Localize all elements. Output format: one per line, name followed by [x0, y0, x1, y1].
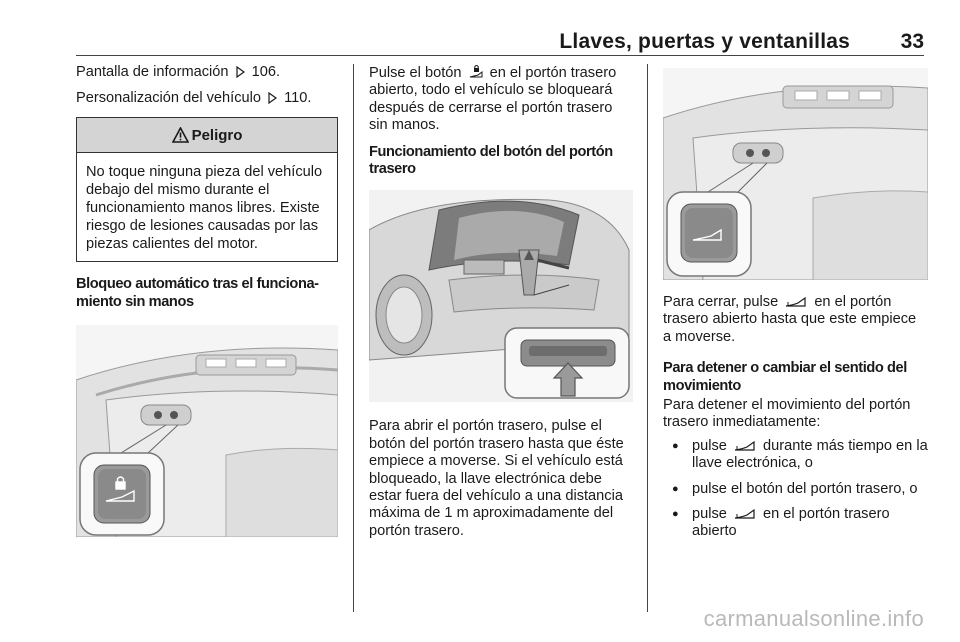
- tailgate-icon: [734, 440, 756, 452]
- warning-header: Peligro: [77, 118, 337, 153]
- page-reference-arrow-icon: [236, 66, 245, 78]
- watermark: carmanualsonline.info: [703, 606, 924, 631]
- cross-reference-2: Personalización del vehículo 110.: [76, 90, 312, 107]
- header-rule: [76, 55, 924, 56]
- column-2: [369, 64, 633, 549]
- figure-tailgate-open-button: [369, 190, 633, 402]
- column-divider-2: [647, 64, 648, 612]
- page-number: 33: [900, 30, 924, 53]
- section-heading-stop-change: Para detener o cambiar el sentido del movimiento: [663, 360, 907, 394]
- figure-tailgate-lock-button: [76, 325, 338, 537]
- page-reference-arrow-icon: [268, 92, 277, 104]
- figure-tailgate-close-button: [663, 68, 928, 280]
- rear-vehicle-illustration: [369, 190, 633, 402]
- paragraph-open-tailgate: Para abrir el portón trasero, pulse el botón del portón trasero hasta que éste empiece a moverse. Si el vehículo está bloqueado, la llave electrónica debe estar fuera del vehículo a una distancia máxima de 1 m aproximadamente del portón trasero.: [369, 418, 624, 539]
- stop-options-list: [663, 438, 928, 541]
- tailgate-icon: [734, 508, 756, 520]
- column-divider-1: [353, 64, 354, 612]
- paragraph-close-tailgate: Para cerrar, pulse en el portón trasero abierto hasta que este empiece a moverse.: [663, 294, 917, 345]
- section-heading-tailgate-button: Funcionamiento del botón del portón trasero: [369, 143, 613, 178]
- column-1: [76, 64, 338, 537]
- section-heading-auto-lock: Bloqueo automático tras el funciona-miento sin manos: [76, 276, 319, 310]
- tailgate-icon: [785, 296, 807, 308]
- paragraph-lock-button: Pulse el botón en el portón trasero abierto, todo el vehículo se bloqueará después de cerrarse el portón trasero sin manos.: [369, 65, 617, 134]
- warning-triangle-icon: [172, 127, 189, 143]
- list-item: ● pulse en el portón trasero abierto: [663, 506, 928, 541]
- list-item: ● pulse durante más tiempo en la llave electrónica, o: [663, 438, 928, 473]
- tailgate-illustration: [76, 325, 338, 537]
- tailgate-close-illustration: [663, 68, 928, 280]
- warning-text: No toque ninguna pieza del vehículo debajo del mismo durante el funcionamiento manos libres. Existe riesgo de lesiones causadas por las piezas calientes del motor.: [86, 164, 323, 253]
- paragraph-stop-movement: Para detener el movimiento del portón trasero inmediatamente:: [663, 397, 911, 431]
- lock-tailgate-icon: [469, 64, 483, 79]
- warning-box: [76, 117, 338, 262]
- list-item: ● pulse el botón del portón trasero, o: [663, 481, 928, 498]
- header-title: Llaves, puertas y ventanillas: [559, 30, 850, 53]
- column-3: [663, 64, 928, 549]
- cross-reference-1: Pantalla de información 106.: [76, 64, 281, 80]
